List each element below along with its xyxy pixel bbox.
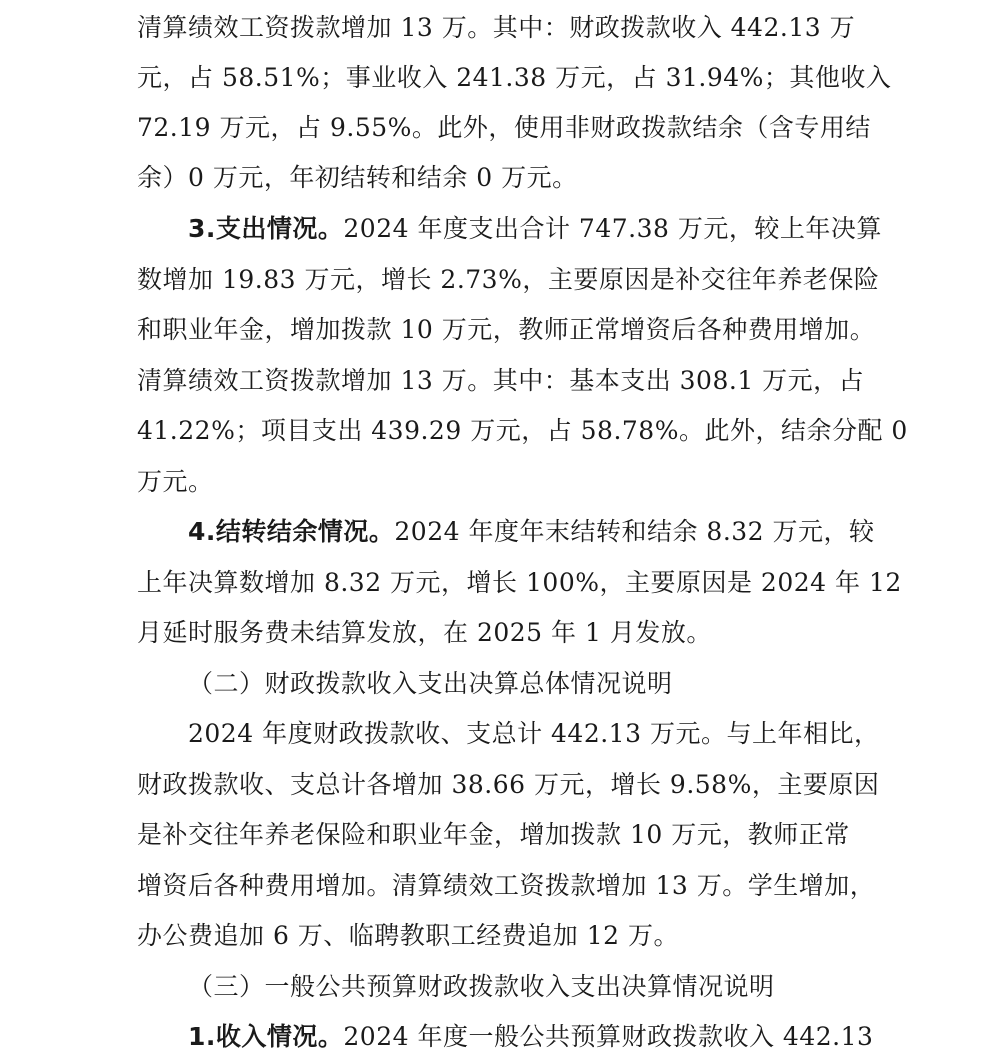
subsection-heading: （三）一般公共预算财政拨款收入支出决算情况说明 [188, 972, 775, 1001]
paragraph-text: 2024 年度支出合计 747.38 万元，较上年决算 [343, 214, 882, 243]
paragraph-line [188, 1012, 873, 1062]
paragraph-line [188, 204, 882, 254]
paragraph-line: 和职业年金，增加拨款 10 万元，教师正常增资后各种费用增加。 [137, 315, 876, 344]
paragraph-line: 财政拨款收、支总计各增加 38.66 万元，增长 9.58%，主要原因 [137, 770, 880, 799]
paragraph-line: 是补交往年养老保险和职业年金，增加拨款 10 万元，教师正常 [137, 820, 850, 849]
paragraph-line: 办公费追加 6 万、临聘教职工经费追加 12 万。 [137, 921, 680, 950]
section-heading-income: 1.收入情况。 [188, 1022, 344, 1051]
paragraph-line: 41.22%；项目支出 439.29 万元，占 58.78%。此外，结余分配 0 [137, 416, 908, 445]
paragraph-text: 2024 年度年末结转和结余 8.32 万元，较 [394, 517, 875, 546]
paragraph-line: 元，占 58.51%；事业收入 241.38 万元，占 31.94%；其他收入 [137, 63, 892, 92]
paragraph-line: 万元。 [137, 467, 214, 496]
subsection-heading: （二）财政拨款收入支出决算总体情况说明 [188, 669, 673, 698]
section-heading-carryover: 4.结转结余情况。 [188, 517, 395, 546]
paragraph-line: 清算绩效工资拨款增加 13 万。其中：基本支出 308.1 万元，占 [137, 366, 865, 395]
paragraph-line: 月延时服务费未结算发放，在 2025 年 1 月发放。 [137, 618, 712, 647]
paragraph-line: 上年决算数增加 8.32 万元，增长 100%，主要原因是 2024 年 12 [137, 568, 902, 597]
paragraph-line [188, 507, 875, 557]
paragraph-line: 清算绩效工资拨款增加 13 万。其中：财政拨款收入 442.13 万 [137, 13, 856, 42]
section-heading-expenditure: 3.支出情况。 [188, 214, 344, 243]
paragraph-line: 增资后各种费用增加。清算绩效工资拨款增加 13 万。学生增加， [137, 871, 876, 900]
paragraph-line: 72.19 万元，占 9.55%。此外，使用非财政拨款结余（含专用结 [137, 113, 871, 142]
paragraph-line: 余）0 万元，年初结转和结余 0 万元。 [137, 163, 578, 192]
paragraph-line: 数增加 19.83 万元，增长 2.73%，主要原因是补交往年养老保险 [137, 265, 880, 294]
paragraph-text: 2024 年度一般公共预算财政拨款收入 442.13 [343, 1022, 874, 1051]
paragraph-line: 2024 年度财政拨款收、支总计 442.13 万元。与上年相比， [188, 719, 880, 748]
